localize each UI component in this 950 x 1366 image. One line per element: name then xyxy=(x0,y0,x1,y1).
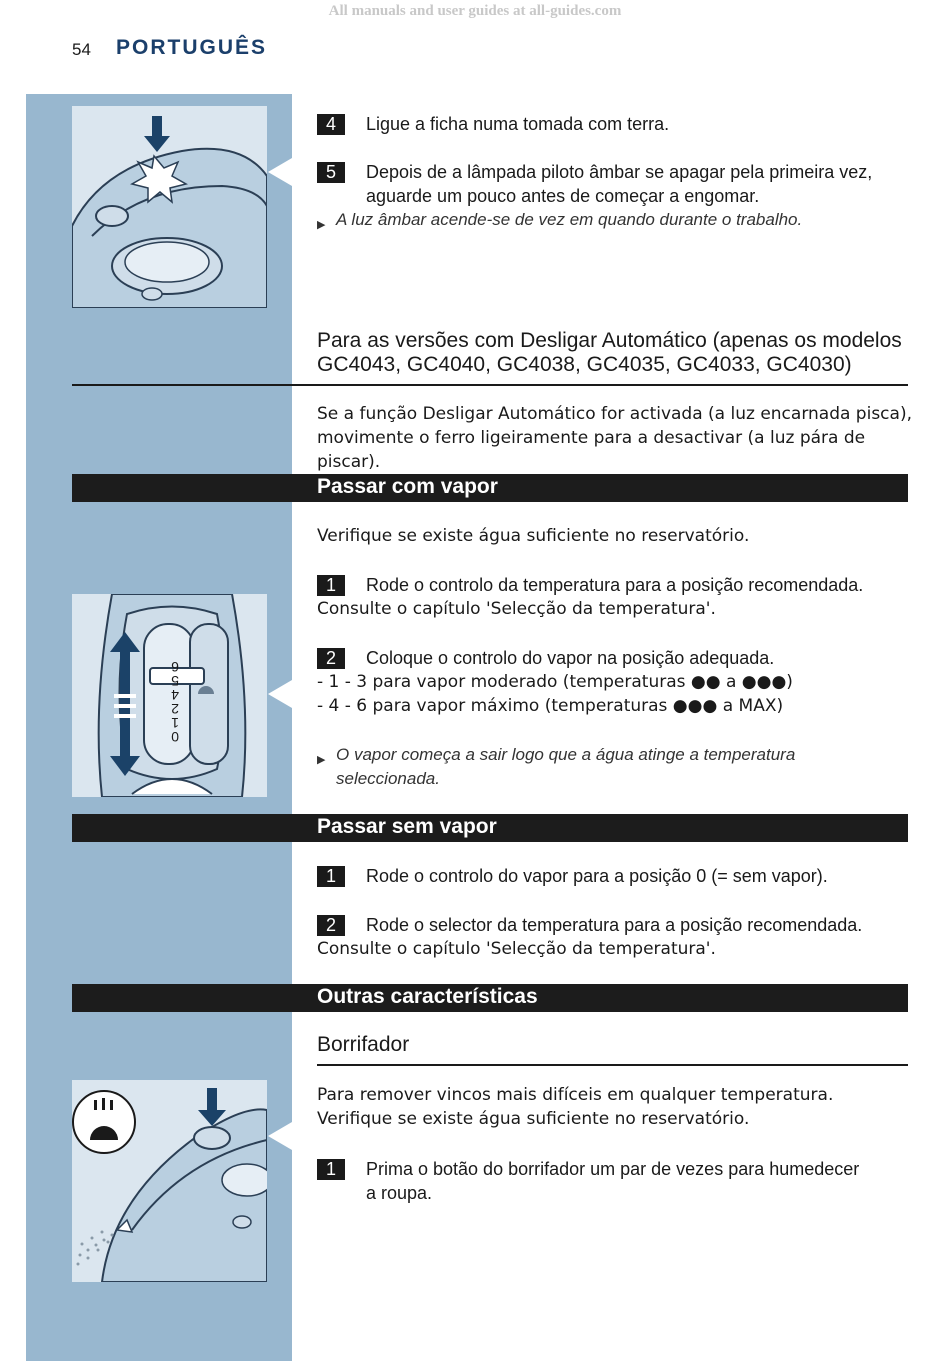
section-title: Outras características xyxy=(317,985,538,1008)
page-number: 54 xyxy=(72,40,91,59)
auto-off-body xyxy=(317,402,917,474)
step-number: 1 xyxy=(317,575,345,596)
illustration-pointer xyxy=(268,1122,292,1150)
step-number: 5 xyxy=(317,162,345,183)
step-text: Rode o controlo da temperatura para a posição recomendada. xyxy=(366,575,864,595)
step-text-line2: aguarde um pouco antes de começar a engomar. xyxy=(366,186,760,206)
steam-dial-digits: 0 1 2 4 5 6 xyxy=(171,659,179,745)
step-number: 1 xyxy=(317,1159,345,1180)
step-number: 2 xyxy=(317,648,345,669)
section-title: Passar sem vapor xyxy=(317,815,497,838)
step-number: 1 xyxy=(317,866,345,887)
step-subtext: Consulte o capítulo 'Selecção da temperatura'. xyxy=(317,939,716,959)
step-number: 4 xyxy=(317,114,345,135)
subsection-divider xyxy=(317,1064,908,1066)
steam-control-illustration xyxy=(72,594,267,797)
steam-note-line1: O vapor começa a sair logo que a água atinge a temperatura xyxy=(336,745,796,764)
section-title: Passar com vapor xyxy=(317,475,498,498)
auto-off-heading-line1: Para as versões com Desligar Automático (apenas os modelos xyxy=(317,329,902,352)
intro-note xyxy=(317,208,917,232)
spray-body-line1: Para remover vincos mais difíceis em qualquer temperatura. xyxy=(317,1085,834,1105)
steam-intro: Verifique se existe água suficiente no reservatório. xyxy=(317,526,750,546)
spray-body xyxy=(317,1083,917,1131)
step-text-line1: Prima o botão do borrifador um par de vezes para humedecer xyxy=(366,1159,860,1179)
triangle-bullet-icon: ▶ xyxy=(317,754,326,766)
step-number: 2 xyxy=(317,915,345,936)
spray-body-line2: Verifique se existe água suficiente no reservatório. xyxy=(317,1109,750,1129)
nosteam-step-1 xyxy=(317,864,917,888)
section-divider xyxy=(72,384,908,386)
auto-off-heading-line2: GC4043, GC4040, GC4038, GC4035, GC4033, GC4030) xyxy=(317,353,852,376)
step-text: Coloque o controlo do vapor na posição adequada. xyxy=(366,648,775,668)
step-text: Rode o selector da temperatura para a posição recomendada. xyxy=(366,915,863,935)
nosteam-step-2 xyxy=(317,913,917,961)
step-4 xyxy=(317,112,917,136)
triangle-bullet-icon: ▶ xyxy=(317,219,326,231)
spray-subtitle: Borrifador xyxy=(317,1033,410,1056)
watermark-text: All manuals and user guides at all-guides.com xyxy=(328,3,622,19)
step-text: Ligue a ficha numa tomada com terra. xyxy=(366,114,670,134)
steam-note xyxy=(317,743,917,791)
spray-illustration xyxy=(72,1080,267,1282)
steam-note-line2: seleccionada. xyxy=(336,769,440,788)
illustration-pointer xyxy=(268,158,292,186)
section-bar-nosteam xyxy=(72,814,908,842)
language-heading: PORTUGUÊS xyxy=(116,36,268,59)
auto-off-body-line2: movimente o ferro ligeiramente para a desactivar (a luz pára de piscar). xyxy=(317,428,866,472)
auto-off-heading xyxy=(317,329,917,377)
intro-note-text: A luz âmbar acende-se de vez em quando durante o trabalho. xyxy=(336,210,803,229)
step-text-line2: a roupa. xyxy=(366,1183,433,1203)
section-bar-other xyxy=(72,984,908,1012)
steam-step-2 xyxy=(317,646,917,718)
steam-step-1 xyxy=(317,573,917,621)
step-text-line1: Depois de a lâmpada piloto âmbar se apagar pela primeira vez, xyxy=(366,162,873,182)
illustration-pointer xyxy=(268,680,292,708)
auto-off-body-line1: Se a função Desligar Automático for activada (a luz encarnada pisca), xyxy=(317,404,912,424)
steam-list-item: - 4 - 6 para vapor máximo (temperaturas ●●● a MAX) xyxy=(317,696,784,716)
spray-step-1 xyxy=(317,1157,917,1205)
iron-pilot-light-illustration xyxy=(72,106,267,308)
steam-list-item: - 1 - 3 para vapor moderado (temperaturas ●● a ●●●) xyxy=(317,672,793,692)
step-5 xyxy=(317,160,917,208)
step-subtext: Consulte o capítulo 'Selecção da temperatura'. xyxy=(317,599,716,619)
section-bar-steam xyxy=(72,474,908,502)
step-text: Rode o controlo do vapor para a posição 0 (= sem vapor). xyxy=(366,866,828,886)
